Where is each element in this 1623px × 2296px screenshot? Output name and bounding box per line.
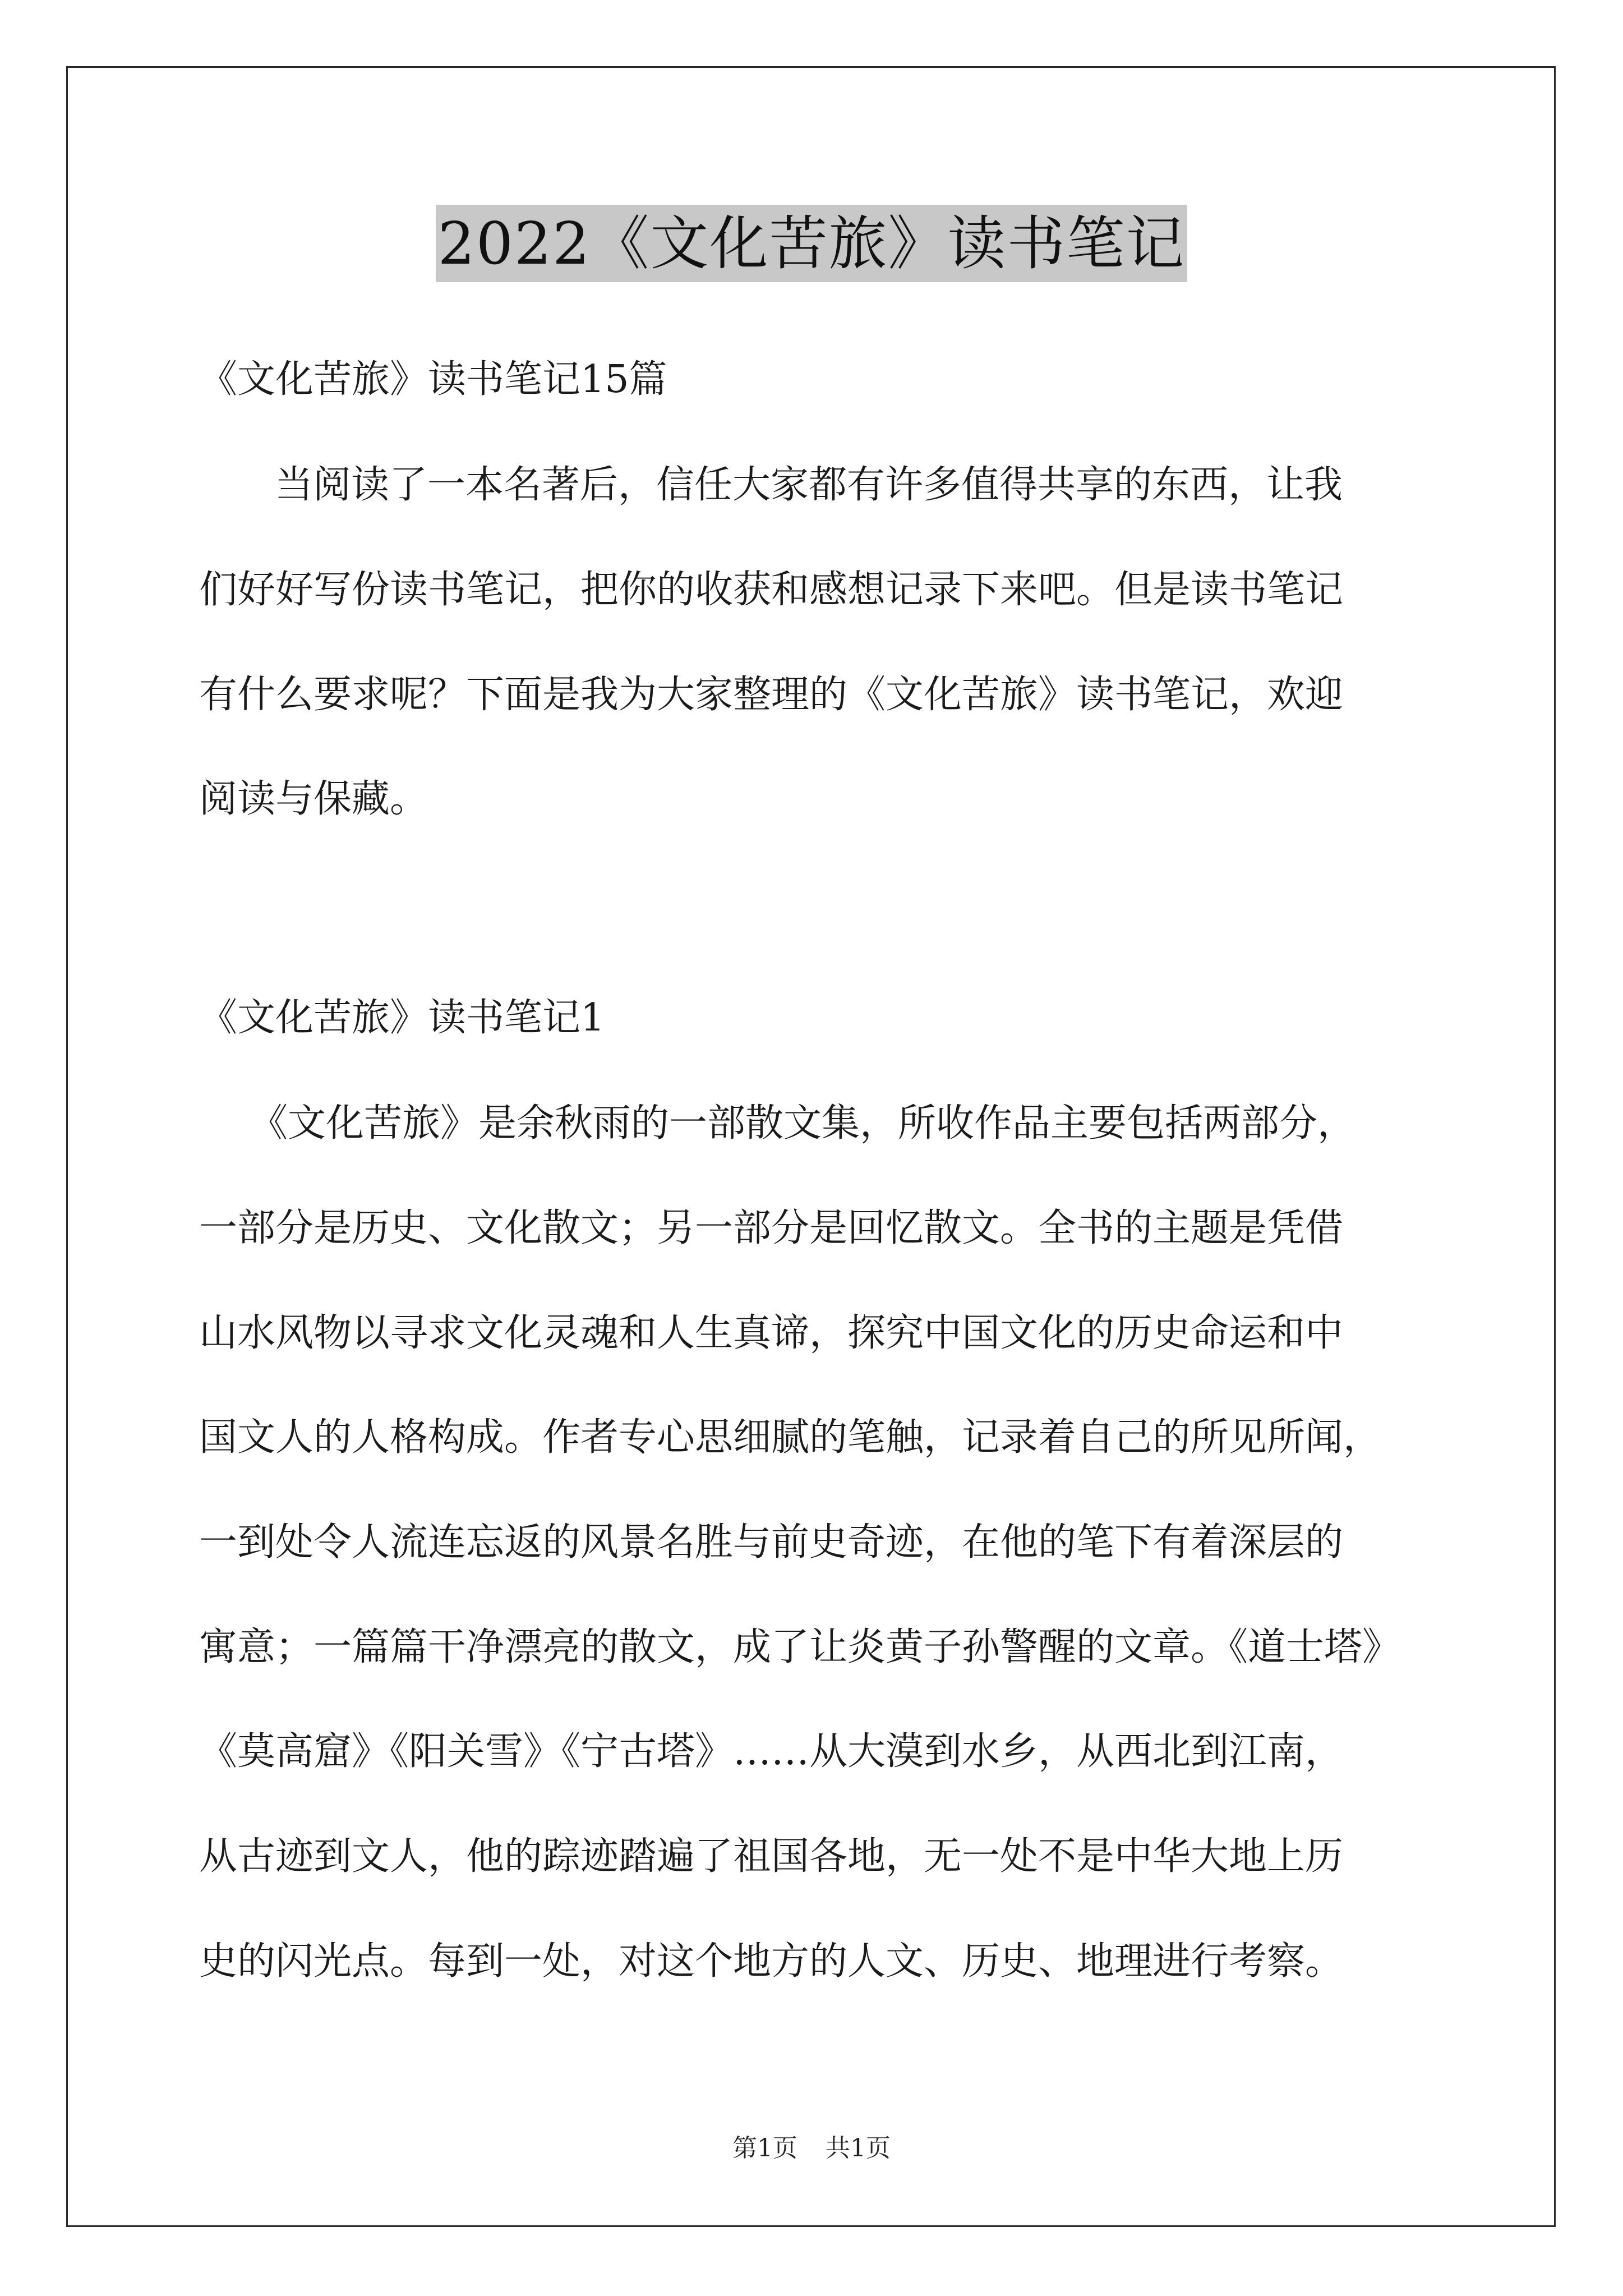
body-line-6: 寓意；一篇篇干净漂亮的散文，成了让炎黄子孙警醒的文章。《道士塔》 [199,1625,1401,1669]
body-line-8: 从古迹到文人，他的踪迹踏遍了祖国各地，无一处不是中华大地上历 [199,1834,1344,1879]
body-line-1: 《文化苦旅》是余秋雨的一部散文集，所收作品主要包括两部分， [250,1101,1356,1145]
page-total: 共1页 [826,2134,891,2162]
section-heading: 《文化苦旅》读书笔记1 [199,996,605,1040]
title-container [0,205,1623,282]
document-title: 2022《文化苦旅》读书笔记 [436,205,1188,282]
body-line-3: 山水风物以寻求文化灵魂和人生真谛，探究中国文化的历史命运和中 [199,1311,1344,1355]
body-line-7: 《莫高窟》《阳关雪》《宁古塔》……从大漠到水乡，从西北到江南， [199,1729,1344,1774]
body-line-5: 一到处令人流连忘返的风景名胜与前史奇迹，在他的笔下有着深层的 [199,1520,1344,1565]
intro-line-1: 当阅读了一本名著后，信任大家都有许多值得共享的东西，让我 [275,463,1343,507]
intro-line-4: 阅读与保藏。 [199,777,428,821]
body-line-9: 史的闪光点。每到一处，对这个地方的人文、历史、地理进行考察。 [199,1939,1344,1984]
body-line-4: 国文人的人格构成。作者专心思细腻的笔触，记录着自己的所见所闻， [199,1415,1382,1460]
intro-line-2: 们好好写份读书笔记，把你的收获和感想记录下来吧。但是读书笔记 [199,568,1344,612]
page-footer [0,2132,1623,2165]
page-number: 第1页 [732,2134,797,2162]
document-subtitle: 《文化苦旅》读书笔记15篇 [199,357,667,402]
intro-line-3: 有什么要求呢？下面是我为大家整理的《文化苦旅》读书笔记，欢迎 [199,673,1344,717]
body-line-2: 一部分是历史、文化散文；另一部分是回忆散文。全书的主题是凭借 [199,1206,1344,1250]
